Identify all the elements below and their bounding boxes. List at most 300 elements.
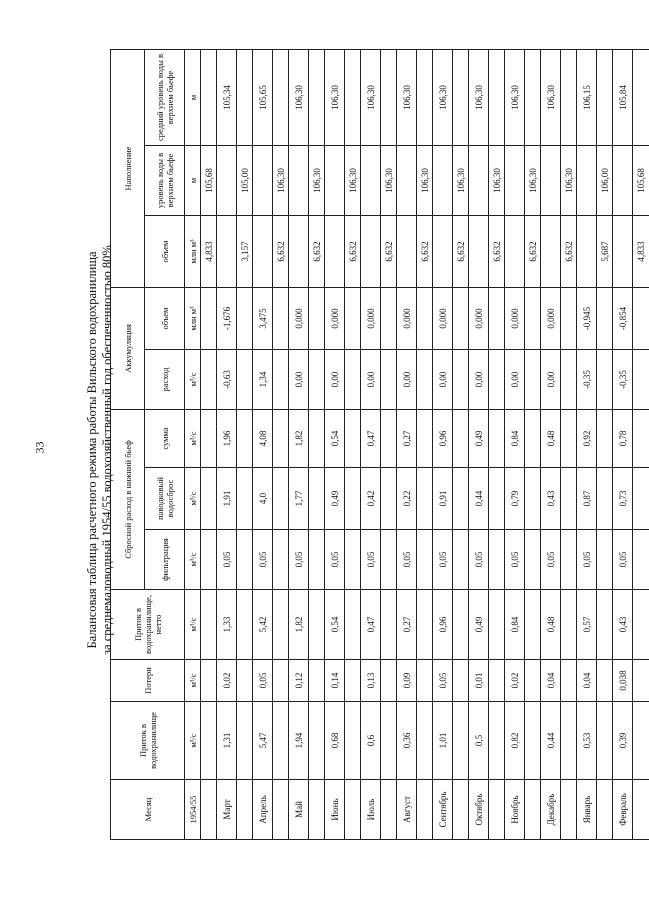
filtration-cell: 0,05	[541, 530, 561, 590]
end-volume-cell: 5,687	[597, 216, 613, 288]
end-volume-cell: 6,632	[273, 216, 289, 288]
volume-cell: 0,000	[397, 288, 417, 350]
empty-cell	[381, 702, 397, 780]
empty-cell	[217, 146, 237, 216]
units-spillway: м³/с	[185, 468, 201, 530]
end-level-cell: 106,30	[273, 146, 289, 216]
empty-cell	[345, 702, 361, 780]
avg-level-cell: 106,30	[469, 50, 489, 146]
losses-cell: 0,02	[217, 660, 237, 702]
table-row	[433, 50, 453, 840]
table-row	[541, 50, 561, 840]
units-fill-volume: млн м³	[185, 216, 201, 288]
month-cell: Октябрь	[469, 780, 489, 840]
empty-cell	[489, 780, 505, 840]
header-discharge-group: Сбросной расход в нижний бьеф	[111, 410, 145, 590]
sum-cell: 0,84	[505, 410, 525, 468]
empty-cell	[633, 468, 649, 530]
header-water-level: уровень воды в верхнем бьефе	[145, 146, 185, 216]
avg-level-cell: 106,30	[433, 50, 453, 146]
empty-cell	[273, 660, 289, 702]
empty-cell	[453, 780, 469, 840]
end-of-month-row	[273, 50, 289, 840]
empty-cell	[237, 780, 253, 840]
table-row	[613, 50, 633, 840]
empty-cell	[397, 146, 417, 216]
empty-cell	[237, 50, 253, 146]
volume-cell: 0,000	[361, 288, 381, 350]
net-cell: 0,27	[397, 590, 417, 660]
flow-cell: 0,00	[289, 350, 309, 410]
initial-fill-volume: 4,833	[201, 216, 217, 288]
filtration-cell: 0,05	[253, 530, 273, 590]
empty-cell	[561, 50, 577, 146]
filtration-cell: 0,05	[613, 530, 633, 590]
empty-cell	[505, 216, 525, 288]
empty-cell	[273, 410, 289, 468]
flow-cell: 0,00	[505, 350, 525, 410]
header-losses: Потери	[111, 660, 185, 702]
end-level-cell: 106,30	[345, 146, 361, 216]
filtration-cell: 0,05	[361, 530, 381, 590]
empty-cell	[381, 468, 397, 530]
empty-cell	[433, 146, 453, 216]
net-cell: 0,96	[433, 590, 453, 660]
empty-cell	[541, 216, 561, 288]
empty-cell	[201, 780, 217, 840]
empty-cell	[253, 216, 273, 288]
end-of-month-row	[417, 50, 433, 840]
end-level-cell: 106,30	[489, 146, 505, 216]
empty-cell	[345, 288, 361, 350]
spillway-cell: 0,49	[325, 468, 345, 530]
spillway-cell: 0,91	[433, 468, 453, 530]
initial-fill-row	[201, 50, 217, 840]
net-cell: 0,57	[577, 590, 597, 660]
net-cell: 0,49	[469, 590, 489, 660]
empty-cell	[273, 530, 289, 590]
losses-cell: 0,01	[469, 660, 489, 702]
empty-cell	[453, 530, 469, 590]
units-volume: млн м³	[185, 288, 201, 350]
inflow-cell: 0,6	[361, 702, 381, 780]
empty-cell	[453, 350, 469, 410]
empty-cell	[489, 590, 505, 660]
empty-cell	[597, 660, 613, 702]
table-row	[289, 50, 309, 840]
empty-cell	[525, 590, 541, 660]
sum-cell: 0,49	[469, 410, 489, 468]
empty-cell	[253, 146, 273, 216]
losses-cell: 0,05	[433, 660, 453, 702]
spillway-cell: 4,0	[253, 468, 273, 530]
end-of-month-row	[597, 50, 613, 840]
filtration-cell: 0,05	[289, 530, 309, 590]
empty-cell	[453, 702, 469, 780]
end-of-month-row	[525, 50, 541, 840]
inflow-cell: 0,5	[469, 702, 489, 780]
empty-cell	[597, 468, 613, 530]
table-body	[201, 50, 649, 840]
end-volume-cell: 6,632	[381, 216, 397, 288]
empty-cell	[273, 468, 289, 530]
empty-cell	[217, 216, 237, 288]
flow-cell: 0,00	[325, 350, 345, 410]
empty-cell	[489, 702, 505, 780]
empty-cell	[201, 660, 217, 702]
net-cell: 0,54	[325, 590, 345, 660]
empty-cell	[597, 702, 613, 780]
end-volume-cell: 6,632	[525, 216, 541, 288]
losses-cell: 0,02	[505, 660, 525, 702]
empty-cell	[597, 780, 613, 840]
empty-cell	[309, 410, 325, 468]
empty-cell	[381, 288, 397, 350]
empty-cell	[417, 350, 433, 410]
empty-cell	[433, 216, 453, 288]
sum-cell: 0,96	[433, 410, 453, 468]
end-level-cell: 106,30	[453, 146, 469, 216]
avg-level-cell: 106,15	[577, 50, 597, 146]
volume-cell: -1,676	[217, 288, 237, 350]
empty-cell	[417, 530, 433, 590]
empty-cell	[237, 530, 253, 590]
header-spillway: паводковый водосброс	[145, 468, 185, 530]
empty-cell	[237, 410, 253, 468]
end-volume-cell: 6,632	[345, 216, 361, 288]
avg-level-cell: 105,84	[613, 50, 633, 146]
empty-cell	[489, 530, 505, 590]
flow-cell: -0,35	[577, 350, 597, 410]
empty-cell	[613, 216, 633, 288]
empty-cell	[597, 410, 613, 468]
sum-cell: 0,78	[613, 410, 633, 468]
empty-cell	[417, 288, 433, 350]
avg-level-cell: 105,65	[253, 50, 273, 146]
month-cell: Июль	[361, 780, 381, 840]
empty-cell	[273, 288, 289, 350]
sum-cell: 0,54	[325, 410, 345, 468]
empty-cell	[561, 350, 577, 410]
end-level-cell: 105,00	[237, 146, 253, 216]
units-losses: м³/с	[185, 660, 201, 702]
net-cell: 0,48	[541, 590, 561, 660]
empty-cell	[577, 216, 597, 288]
header-sum: сумма	[145, 410, 185, 468]
empty-cell	[525, 410, 541, 468]
empty-cell	[633, 288, 649, 350]
empty-cell	[577, 146, 597, 216]
spillway-cell: 1,77	[289, 468, 309, 530]
month-cell: Май	[289, 780, 309, 840]
filtration-cell: 0,05	[217, 530, 237, 590]
sum-cell: 0,27	[397, 410, 417, 468]
empty-cell	[453, 50, 469, 146]
empty-cell	[309, 468, 325, 530]
empty-cell	[381, 660, 397, 702]
spillway-cell: 0,22	[397, 468, 417, 530]
empty-cell	[381, 50, 397, 146]
empty-cell	[417, 590, 433, 660]
empty-cell	[417, 702, 433, 780]
empty-cell	[309, 50, 325, 146]
empty-cell	[561, 702, 577, 780]
losses-cell: 0,04	[541, 660, 561, 702]
empty-cell	[525, 50, 541, 146]
avg-level-cell: 106,30	[361, 50, 381, 146]
losses-cell: 0,14	[325, 660, 345, 702]
avg-level-cell: 105,34	[217, 50, 237, 146]
empty-cell	[309, 350, 325, 410]
volume-cell: -0,945	[577, 288, 597, 350]
empty-cell	[489, 288, 505, 350]
losses-cell: 0,13	[361, 660, 381, 702]
empty-cell	[417, 50, 433, 146]
inflow-cell: 0,44	[541, 702, 561, 780]
empty-cell	[361, 216, 381, 288]
empty-cell	[469, 216, 489, 288]
table-row	[397, 50, 417, 840]
avg-level-cell: 106,30	[289, 50, 309, 146]
title-line-2: за среднемаловодный 1954/55 водохозяйственный год обеспеченностью 80%	[100, 245, 114, 655]
empty-cell	[201, 468, 217, 530]
inflow-cell: 0,36	[397, 702, 417, 780]
net-cell: 1,82	[289, 590, 309, 660]
end-level-cell: 106,30	[309, 146, 325, 216]
title-line-1: Балансовая таблица расчетного режима работы Вильского водохранилища	[85, 251, 99, 649]
empty-cell	[417, 410, 433, 468]
rotated-table-container	[110, 50, 646, 840]
filtration-cell: 0,05	[325, 530, 345, 590]
units-sum: м³/с	[185, 410, 201, 468]
empty-cell	[309, 702, 325, 780]
empty-cell	[381, 410, 397, 468]
empty-cell	[561, 590, 577, 660]
flow-cell: -0,63	[217, 350, 237, 410]
net-cell: 0,47	[361, 590, 381, 660]
table-row	[361, 50, 381, 840]
empty-cell	[489, 660, 505, 702]
table-row	[505, 50, 525, 840]
empty-cell	[397, 216, 417, 288]
avg-level-cell: 106,30	[541, 50, 561, 146]
empty-cell	[633, 702, 649, 780]
end-volume-cell: 6,632	[561, 216, 577, 288]
empty-cell	[561, 410, 577, 468]
month-cell: Ноябрь	[505, 780, 525, 840]
empty-cell	[633, 590, 649, 660]
empty-cell	[201, 50, 217, 146]
empty-cell	[417, 468, 433, 530]
end-of-month-row	[489, 50, 505, 840]
empty-cell	[273, 702, 289, 780]
empty-cell	[597, 350, 613, 410]
empty-cell	[289, 216, 309, 288]
header-filling-group: Наполнение	[111, 50, 145, 288]
end-volume-cell: 6,632	[453, 216, 469, 288]
units-year: 1954/55	[185, 780, 201, 840]
empty-cell	[633, 350, 649, 410]
units-filtration: м³/с	[185, 530, 201, 590]
empty-cell	[273, 350, 289, 410]
empty-cell	[325, 216, 345, 288]
empty-cell	[525, 702, 541, 780]
sum-cell: 1,82	[289, 410, 309, 468]
empty-cell	[381, 530, 397, 590]
empty-cell	[633, 660, 649, 702]
flow-cell: 0,00	[469, 350, 489, 410]
sum-cell: 4,08	[253, 410, 273, 468]
spillway-cell: 0,87	[577, 468, 597, 530]
empty-cell	[613, 146, 633, 216]
spillway-cell: 0,43	[541, 468, 561, 530]
empty-cell	[361, 146, 381, 216]
empty-cell	[237, 468, 253, 530]
header-filtration: фильтрация	[145, 530, 185, 590]
flow-cell: 0,00	[433, 350, 453, 410]
filtration-cell: 0,05	[505, 530, 525, 590]
inflow-cell: 0,68	[325, 702, 345, 780]
empty-cell	[597, 590, 613, 660]
inflow-cell: 0,53	[577, 702, 597, 780]
header-avg-level: средний уровень воды в верхнем бьефе	[145, 50, 185, 146]
header-volume: объем	[145, 288, 185, 350]
volume-cell: -0,854	[613, 288, 633, 350]
empty-cell	[237, 660, 253, 702]
volume-cell: 0,000	[433, 288, 453, 350]
empty-cell	[345, 660, 361, 702]
volume-cell: 0,000	[505, 288, 525, 350]
month-cell: Сентябрь	[433, 780, 453, 840]
end-of-month-row	[309, 50, 325, 840]
units-avg-level: м	[185, 50, 201, 146]
empty-cell	[453, 660, 469, 702]
net-cell: 0,84	[505, 590, 525, 660]
empty-cell	[273, 590, 289, 660]
empty-cell	[453, 410, 469, 468]
empty-cell	[201, 590, 217, 660]
spillway-cell: 0,73	[613, 468, 633, 530]
empty-cell	[237, 288, 253, 350]
header-flow: расход	[145, 350, 185, 410]
flow-cell: 1,34	[253, 350, 273, 410]
units-flow: м³/с	[185, 350, 201, 410]
table-row	[325, 50, 345, 840]
table-row	[217, 50, 237, 840]
empty-cell	[381, 350, 397, 410]
page-number: 33	[32, 441, 47, 454]
end-of-month-row	[345, 50, 361, 840]
end-level-cell: 106,30	[381, 146, 397, 216]
end-volume-cell: 6,632	[417, 216, 433, 288]
filtration-cell: 0,05	[577, 530, 597, 590]
avg-level-cell: 106,30	[505, 50, 525, 146]
header-inflow: Приток в водохранилище	[111, 702, 185, 780]
month-cell: Август	[397, 780, 417, 840]
empty-cell	[525, 468, 541, 530]
end-volume-cell: 3,157	[237, 216, 253, 288]
filtration-cell: 0,05	[397, 530, 417, 590]
end-of-month-row	[633, 50, 649, 840]
empty-cell	[453, 288, 469, 350]
month-cell: Апрель	[253, 780, 273, 840]
end-of-month-row	[561, 50, 577, 840]
end-level-cell: 105,68	[633, 146, 649, 216]
empty-cell	[309, 288, 325, 350]
sum-cell: 0,48	[541, 410, 561, 468]
empty-cell	[417, 660, 433, 702]
empty-cell	[561, 780, 577, 840]
empty-cell	[633, 530, 649, 590]
empty-cell	[561, 468, 577, 530]
empty-cell	[289, 146, 309, 216]
empty-cell	[345, 780, 361, 840]
net-cell: 1,33	[217, 590, 237, 660]
month-cell: Март	[217, 780, 237, 840]
empty-cell	[309, 780, 325, 840]
sum-cell: 0,47	[361, 410, 381, 468]
balance-table	[110, 49, 649, 840]
empty-cell	[309, 530, 325, 590]
units-water-level: м	[185, 146, 201, 216]
empty-cell	[525, 780, 541, 840]
empty-cell	[237, 702, 253, 780]
flow-cell: -0,35	[613, 350, 633, 410]
empty-cell	[381, 780, 397, 840]
end-of-month-row	[453, 50, 469, 840]
inflow-cell: 1,01	[433, 702, 453, 780]
volume-cell: 0,000	[289, 288, 309, 350]
empty-cell	[541, 146, 561, 216]
losses-cell: 0,05	[253, 660, 273, 702]
end-level-cell: 106,30	[525, 146, 541, 216]
empty-cell	[273, 50, 289, 146]
empty-cell	[345, 468, 361, 530]
inflow-cell: 1,94	[289, 702, 309, 780]
empty-cell	[561, 288, 577, 350]
losses-cell: 0,04	[577, 660, 597, 702]
flow-cell: 0,00	[541, 350, 561, 410]
empty-cell	[453, 590, 469, 660]
header-inflow-net: Приток в водохранилище, нетто	[111, 590, 185, 660]
end-level-cell: 106,30	[417, 146, 433, 216]
empty-cell	[381, 590, 397, 660]
filtration-cell: 0,05	[469, 530, 489, 590]
empty-cell	[633, 50, 649, 146]
empty-cell	[345, 50, 361, 146]
empty-cell	[633, 780, 649, 840]
inflow-cell: 1,31	[217, 702, 237, 780]
volume-cell: 0,000	[325, 288, 345, 350]
spillway-cell: 1,91	[217, 468, 237, 530]
spillway-cell: 0,79	[505, 468, 525, 530]
empty-cell	[201, 410, 217, 468]
empty-cell	[489, 468, 505, 530]
losses-cell: 0,09	[397, 660, 417, 702]
empty-cell	[525, 288, 541, 350]
empty-cell	[525, 660, 541, 702]
empty-cell	[525, 530, 541, 590]
empty-cell	[309, 660, 325, 702]
empty-cell	[201, 288, 217, 350]
empty-cell	[561, 660, 577, 702]
inflow-cell: 0,82	[505, 702, 525, 780]
filtration-cell: 0,05	[433, 530, 453, 590]
net-cell: 0,43	[613, 590, 633, 660]
volume-cell: 3,475	[253, 288, 273, 350]
flow-cell: 0,00	[397, 350, 417, 410]
sum-cell: 0,92	[577, 410, 597, 468]
